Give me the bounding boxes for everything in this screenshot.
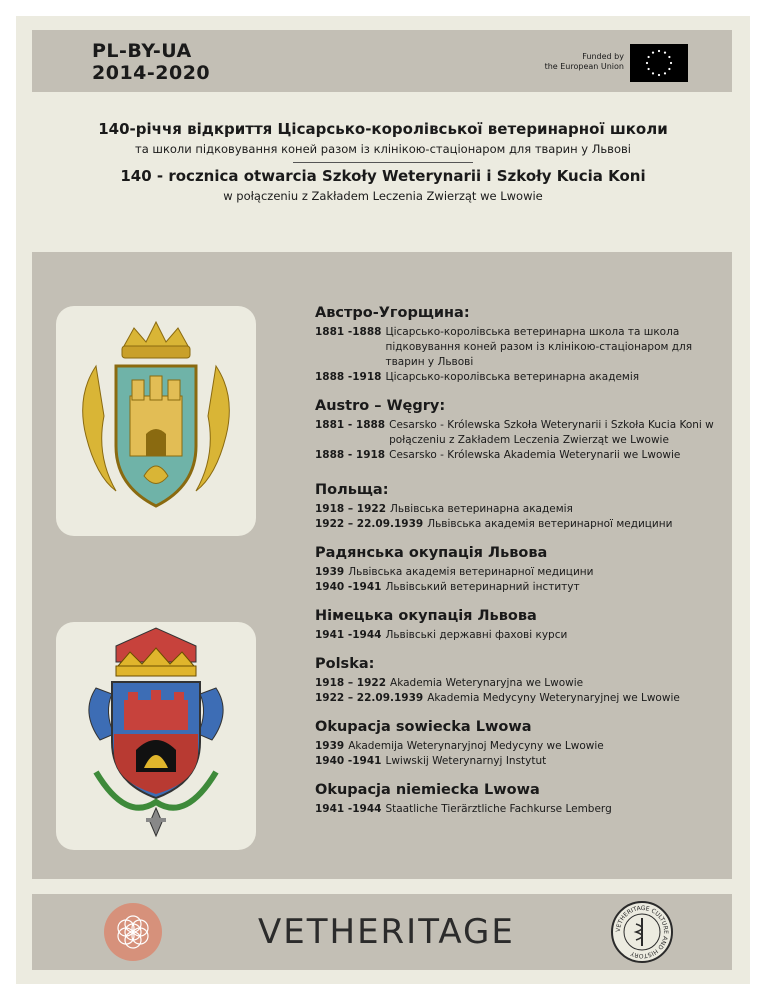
- entry-text: Львівська академія ветеринарної медицини: [427, 518, 673, 530]
- program-line-2: 2014-2020: [92, 62, 211, 84]
- section-german-occupation-pl: [315, 781, 730, 817]
- entry-years: 1940 -1941: [315, 755, 382, 767]
- history-panel: [32, 252, 732, 879]
- timeline-entry: [315, 580, 730, 595]
- timeline-entry: [315, 754, 730, 769]
- brand-wordmark: VETHERITAGE: [258, 912, 515, 952]
- entry-text: Львівські державні фахові курси: [385, 629, 568, 641]
- crest-card-top: [56, 306, 256, 536]
- entry-text: Lwiwskij Weterynarnyj Instytut: [385, 755, 547, 767]
- timeline-entry: [315, 691, 730, 706]
- entry-years: 1918 – 1922: [315, 503, 387, 515]
- section-title: Радянська окупація Львова: [315, 545, 548, 561]
- lviv-coat-of-arms-modern-icon: [56, 622, 256, 854]
- section-poland-pl: [315, 655, 730, 706]
- history-timeline: [315, 304, 730, 829]
- poster: [16, 16, 750, 984]
- entry-years: 1888 -1918: [315, 371, 382, 383]
- entry-years: 1888 - 1918: [315, 449, 386, 461]
- flower-of-life-logo-icon: [104, 903, 162, 961]
- entry-text: Львівський ветеринарний інститут: [385, 581, 580, 593]
- entry-years: 1881 - 1888: [315, 419, 386, 431]
- section-title: Німецька окупація Львова: [315, 608, 537, 624]
- pl-title: 140 - rocznica otwarcia Szkoły Weterynarii i Szkoły Kucia Koni: [120, 167, 646, 185]
- entry-years: 1922 – 22.09.1939: [315, 692, 424, 704]
- entry-text: Cesarsko - Królewska Akademia Weterynarii we Lwowie: [389, 449, 681, 461]
- entry-years: 1939: [315, 566, 345, 578]
- entry-text: Akademia Weterynaryjna we Lwowie: [390, 677, 584, 689]
- section-title: Okupacja sowiecka Lwowa: [315, 719, 532, 735]
- entry-text: Цісарсько-королівська ветеринарна школа та школа підковування коней разом із клінікою-стаціонаром для тварин у Львові: [385, 326, 693, 368]
- section-title: Австро-Угорщина:: [315, 305, 470, 321]
- timeline-entry: [315, 448, 730, 463]
- funded-line-2: the European Union: [544, 62, 624, 71]
- entry-text: Akademija Weterynaryjnoj Medycyny we Lwowie: [348, 740, 604, 752]
- seal-text: VETHERITAGE CULTURE AND HISTORY: [614, 904, 670, 960]
- timeline-entry: [315, 517, 730, 532]
- entry-years: 1941 -1944: [315, 629, 382, 641]
- crest-card-bottom: [56, 622, 256, 850]
- timeline-entry: [315, 370, 730, 385]
- entry-text: Львівська ветеринарна академія: [390, 503, 573, 515]
- section-austria-hungary-ua: [315, 304, 730, 385]
- timeline-entry: [315, 502, 730, 517]
- entry-years: 1939: [315, 740, 345, 752]
- timeline-entry: [315, 739, 730, 754]
- footer-band: [32, 894, 732, 970]
- entry-years: 1922 – 22.09.1939: [315, 518, 424, 530]
- section-title: Polska:: [315, 656, 375, 672]
- timeline-entry: [315, 676, 730, 691]
- eu-flag-icon: [630, 44, 688, 82]
- entry-text: Akademia Medycyny Weterynaryjnej we Lwowie: [427, 692, 680, 704]
- funded-line-1: Funded by: [582, 52, 624, 61]
- timeline-entry: [315, 565, 730, 580]
- section-poland-ua: [315, 481, 730, 532]
- section-austria-hungary-pl: [315, 397, 730, 463]
- timeline-entry: [315, 628, 730, 643]
- ua-subtitle: та школи підковування коней разом із клінікою-стаціонаром для тварин у Львові: [135, 142, 631, 156]
- section-soviet-occupation-ua: [315, 544, 730, 595]
- entry-years: 1881 -1888: [315, 326, 382, 338]
- timeline-entry: [315, 325, 730, 370]
- section-german-occupation-ua: [315, 607, 730, 643]
- ua-title: 140-річчя відкриття Цісарсько-королівської ветеринарної школи: [98, 120, 668, 138]
- pl-subtitle: w połączeniu z Zakładem Leczenia Zwierząt we Lwowie: [223, 189, 543, 203]
- entry-text: Львівська академія ветеринарної медицини: [348, 566, 594, 578]
- entry-years: 1940 -1941: [315, 581, 382, 593]
- header-band: [32, 30, 732, 92]
- funded-by-text: [545, 52, 624, 72]
- section-title: Okupacja niemiecka Lwowa: [315, 782, 540, 798]
- lviv-coat-of-arms-icon: [56, 306, 256, 540]
- vetheritage-seal-icon: [610, 900, 674, 964]
- entry-text: Staatliche Tierärztliche Fachkurse Lemberg: [385, 803, 612, 815]
- section-soviet-occupation-pl: [315, 718, 730, 769]
- title-divider: [293, 162, 473, 163]
- program-line-1: PL-BY-UA: [92, 40, 192, 62]
- entry-years: 1918 – 1922: [315, 677, 387, 689]
- section-title: Польща:: [315, 482, 389, 498]
- timeline-entry: [315, 418, 730, 448]
- entry-text: Цісарсько-королівська ветеринарна академія: [385, 371, 640, 383]
- title-block: [16, 120, 750, 203]
- section-title: Austro – Węgry:: [315, 398, 446, 414]
- program-logo: [92, 40, 210, 84]
- entry-years: 1941 -1944: [315, 803, 382, 815]
- entry-text: Cesarsko - Królewska Szkoła Weterynarii i Szkoła Kucia Koni w połączeniu z Zakładem Leczenia Zwierząt we Lwowie: [389, 419, 714, 446]
- timeline-entry: [315, 802, 730, 817]
